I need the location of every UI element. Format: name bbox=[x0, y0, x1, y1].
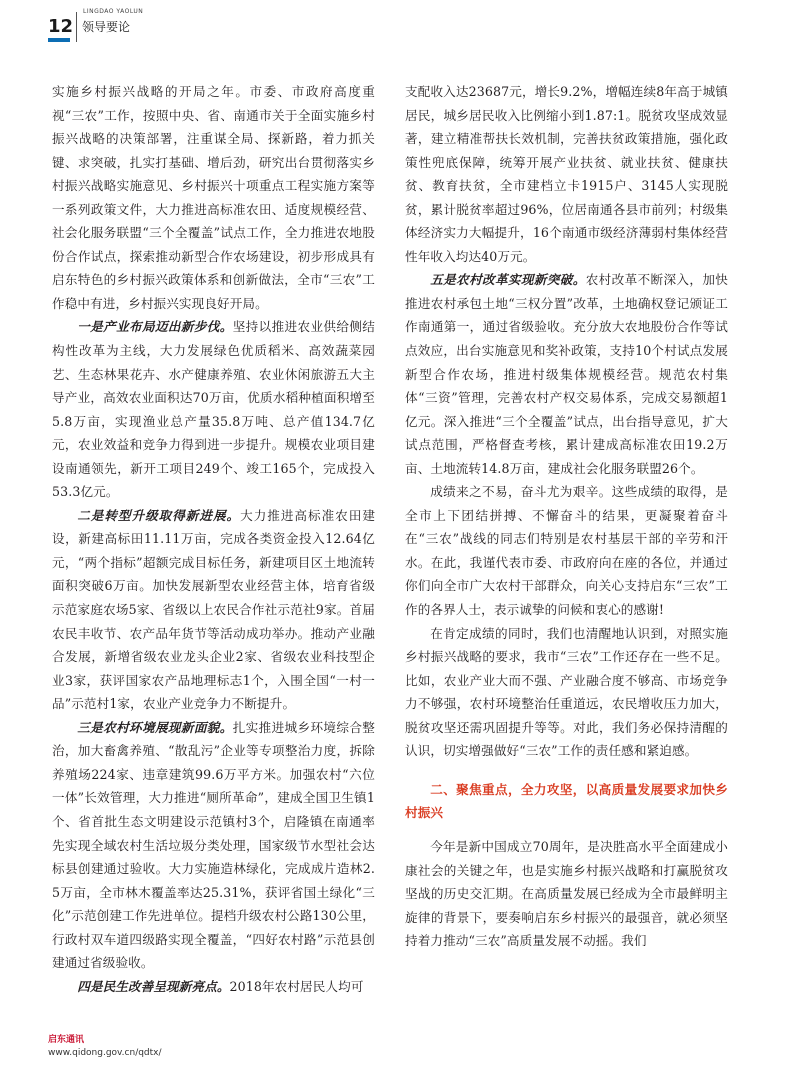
publication-logo: 启东通讯 bbox=[48, 1035, 85, 1045]
page-footer bbox=[48, 1034, 162, 1060]
paragraph-lead: 三是农村环境展现新面貌。 bbox=[77, 719, 233, 735]
paragraph-lead: 五是农村改革实现新突破。 bbox=[430, 272, 586, 288]
paragraph: 今年是新中国成立70周年，是决胜高水平全面建成小康社会的关键之年，也是实施乡村振兴战略和打赢脱贫攻坚战的历史交汇期。在高质量发展已经成为全市最鲜明主旋律的背景下，要奏响启东乡村振兴的最强音，就必须坚持着力推动“三农”高质量发展不动摇。我们 bbox=[405, 838, 728, 949]
paragraph-lead: 一是产业布局迈出新步伐。 bbox=[77, 319, 233, 335]
paragraph-lead: 二是转型升级取得新进展。 bbox=[77, 507, 241, 523]
paragraph: 支配收入达23687元，增长9.2%，增幅连续8年高于城镇居民，城乡居民收入比例缩小到1.87:1。脱贫攻坚成效显著，建立精准帮扶长效机制，完善扶贫政策措施，强化政策性兜底保障，统筹开展产业扶贫、就业扶贫、健康扶贫、教育扶贫，全市建档立卡1915户、3145人实现脱贫，累计脱贫率超过96%，位居南通各县市前列；村级集体经济实力大幅提升，16个南通市级经济薄弱村集体经营性年收入均达40万元。 bbox=[405, 84, 728, 264]
paragraph-body: 扎实推进城乡环境综合整治，加大畜禽养殖、“散乱污”企业等专项整治力度，拆除养殖场224家、违章建筑99.6万平方米。加强农村“六位一体”长效管理，大力推进“厕所革命”，建成全国卫生镇1个、省首批生态文明建设示范镇村3个，启隆镇在南通率先实现全域农村生活垃圾分类处理，国家级节水型社会达标县创建通过验收。大力实施造林绿化，完成成片造林2.5万亩，全市林木覆盖率达25.31%，获评省国土绿化“三化”示范创建工作先进单位。提档升级农村公路130公里，行政村双车道四级路实现全覆盖，“四好农村路”示范县创建通过省级验收。 bbox=[52, 719, 375, 971]
section-pinyin: LINGDAO YAOLUN bbox=[83, 8, 144, 15]
page-number: 12 bbox=[48, 16, 74, 37]
page-header bbox=[0, 0, 799, 48]
paragraph-body: 大力推进高标准农田建设，新建高标田11.11万亩，完成各类资金投入12.64亿元，“两个指标”超额完成目标任务，新建项目区土地流转面积突破6万亩。加快发展新型农业经营主体，培育省级示范家庭农场5家、省级以上农民合作社示范社9家。首届农民丰收节、农产品年货节等活动成功举办。推动产业融合发展，新增省级农业龙头企业2家、省级农业科技型企业3家，获评国家农产品地理标志1个，入围全国“一村一品”示范村1家，农业产业竞争力不断提升。 bbox=[52, 507, 376, 712]
paragraph: 实施乡村振兴战略的开局之年。市委、市政府高度重视“三农”工作，按照中央、省、南通市关于全面实施乡村振兴战略的决策部署，注重谋全局、探新路，着力抓关键、求突破，扎实打基础、增后劲，研究出台贯彻落实乡村振兴战略实施意见、乡村振兴十项重点工程实施方案等一系列政策文件，大力推进高标准农田、适度规模经营、社会化服务联盟“三个全覆盖”试点工作，全力推进农地股份合作试点，探索推动新型合作农场建设，初步形成具有启东特色的乡村振兴政策体系和创新做法，全市“三农”工作稳中有进，乡村振兴实现良好开局。 bbox=[52, 84, 375, 311]
section-title: 领导要论 bbox=[82, 20, 131, 34]
paragraph: 成绩来之不易，奋斗尤为艰辛。这些成绩的取得，是全市上下团结拼搏、不懈奋斗的结果，更凝聚着奋斗在“三农”战线的同志们特别是农村基层干部的辛劳和汗水。在此，我谨代表市委、市政府向在座的各位，并通过你们向全市广大农村干部群众，向关心支持启东“三农”工作的各界人士，表示诚挚的问候和衷心的感谢! bbox=[405, 484, 728, 618]
header-divider bbox=[76, 12, 77, 42]
paragraph bbox=[52, 975, 375, 999]
paragraph: 在肯定成绩的同时，我们也清醒地认识到，对照实施乡村振兴战略的要求，我市“三农”工作还存在一些不足。比如，农业产业大而不强、产业融合度不够高、市场竞争力不够强，农村环境整治任重道远，农民增收压力加大，脱贫攻坚还需巩固提升等等。对此，我们务必保持清醒的认识，切实增强做好“三农”工作的责任感和紧迫感。 bbox=[405, 625, 728, 759]
paragraph bbox=[52, 716, 375, 975]
paragraph bbox=[52, 315, 375, 503]
paragraph bbox=[52, 504, 375, 716]
paragraph-body: 农村改革不断深入，加快推进农村承包土地“三权分置”改革，土地确权登记颁证工作南通第一，通过省级验收。充分放大农地股份合作等试点效应，出台实施意见和奖补政策，支持10个村试点发展新型合作农场，推进村级集体规模经营。规范农村集体“三资”管理，完善农村产权交易体系，完成交易额超1亿元。深入推进“三个全覆盖”试点，出台指导意见，扩大试点范围，严格督查考核，累计建成高标准农田19.2万亩、土地流转14.8万亩，建成社会化服务联盟26个。 bbox=[405, 272, 728, 476]
paragraph bbox=[405, 268, 728, 480]
right-column bbox=[405, 80, 728, 953]
paragraph-body: 坚持以推进农业供给侧结构性改革为主线，大力发展绿色优质稻米、高效蔬菜园艺、生态林果花卉、水产健康养殖、农业休闲旅游五大主导产业，高效农业面积达70万亩，优质水稻种植面积增至5.8万亩，实现渔业总产量35.8万吨、总产值134.7亿元，农业效益和竞争力得到进一步提升。规模农业项目建设南通领先，新开工项目249个、竣工165个，完成投入53.3亿元。 bbox=[52, 319, 375, 500]
footer-url[interactable]: www.qidong.gov.cn/qdtx/ bbox=[48, 1048, 162, 1058]
paragraph-lead: 四是民生改善呈现新亮点。 bbox=[77, 978, 230, 994]
header-accent-bar bbox=[48, 38, 70, 42]
section-heading: 二、聚焦重点，全力攻坚，以高质量发展要求加快乡村振兴 bbox=[405, 781, 728, 821]
left-column bbox=[52, 80, 375, 998]
paragraph-body: 2018年农村居民人均可 bbox=[229, 978, 364, 994]
